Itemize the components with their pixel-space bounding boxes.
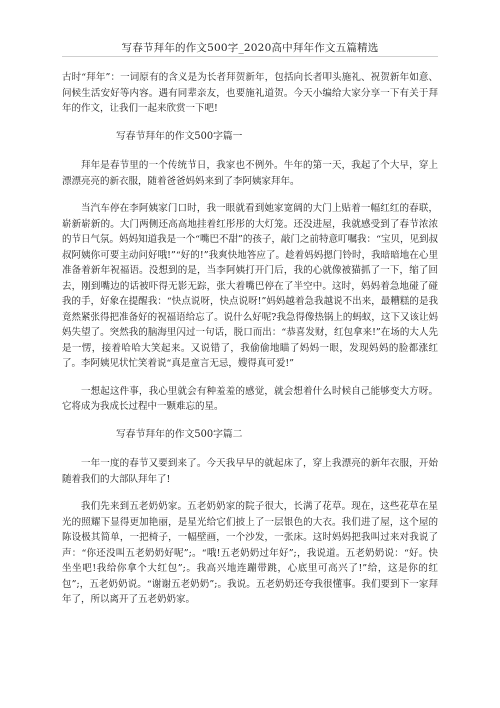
section-paragraph: 一年一度的春节又要到来了。今天我早早的就起床了，穿上我漂亮的新年衣服，开始随着我们的大部队拜年了! bbox=[62, 458, 438, 485]
article-body bbox=[62, 70, 438, 620]
section-paragraph: 当汽车停在李阿姨家门口时，我一眼就看到她家宽阔的大门上贴着一幅红红的春联，崭新崭新的。大门两侧还高高地挂着红彤彤的大灯笼。还没进屋，我就感受到了春节浓浓的节日气氛。妈妈知道我是一个“嘴巴不甜”的孩子，敲门之前特意叮嘱我：“宝贝，见到叔叔阿姨你可要主动问好哦!”“好的!”我爽快地答应了。趁着妈妈摁门铃时，我暗暗地在心里准备着新年祝福语。没想到的是，当李阿姨打开门后，我的心就像被猫抓了一下，缩了回去，刚到嘴边的话被吓得无影无踪，张大着嘴巴停在了半空中。这时，妈妈着急地碰了碰我的手，好象在提醒我：“快点说呀，快点说呀!”妈妈越着急我越说不出来，最糟糕的是我竟然紧张得把准备好的祝福语给忘了。说什么好呢?我急得像热锅上的蚂蚁，这下又该让妈妈失望了。突然我的脑海里闪过一句话，脱口而出：“恭喜发财，红包拿来!”在场的大人先是一愣，接着哈哈大笑起来。又说错了，我偷偷地瞄了妈妈一眼，发现妈妈的脸都涨红了。李阿姨见状忙笑着说“真是童言无忌，嫂得真可爱!” bbox=[62, 203, 438, 369]
intro-paragraph: 古时“拜年”：一词原有的含义是为长者拜贺新年，包括向长者叩头施礼、祝贺新年如意、问候生活安好等内容。遇有同辈亲友，也要施礼道贺。今天小编给大家分享一下有关于拜年的作文，让我们一起来欣赏一下吧! bbox=[62, 72, 438, 114]
page-title: 写春节拜年的作文500字_2020高中拜年作文五篇精选 bbox=[121, 42, 379, 54]
title-divider bbox=[62, 56, 438, 57]
section-paragraph: 我们先来到五老奶奶家。五老奶奶家的院子很大，长满了花草。现在，这些花草在星光的照耀下显得更加艳丽，是星光给它们披上了一层银色的大衣。我们进了屋，这个屋的陈设极其简单，一把椅子，一幅壁画，一个沙发，一张床。这时妈妈把我叫过来对我说了声：“你还没叫五老奶奶好呢”;。“哦!五老奶奶过年好”;，我说道。五老奶奶说：“好。快坐坐吧!我给你拿个大红包”;。我高兴地连蹦带跳，心底里可高兴了!”给，这是你的红包”;，五老奶奶说。“谢谢五老奶奶”;。我说。五老奶奶还夸我很懂事。我们要到下一家拜年了，所以离开了五老奶奶家。 bbox=[62, 501, 438, 605]
section-heading: 写春节拜年的作文500字篇二 bbox=[116, 428, 243, 440]
section-paragraph: 拜年是春节里的一个传统节日，我家也不例外。牛年的第一天，我起了个大早，穿上漂漂亮亮的新衣服，随着爸爸妈妈来到了李阿姨家拜年。 bbox=[62, 160, 438, 187]
section-paragraph: 一想起这件事，我心里就会有种羞羞的感觉，就会想着什么时候自己能够变大方呀。它将成为我成长过程中一颗难忘的星。 bbox=[62, 385, 438, 412]
section-heading: 写春节拜年的作文500字篇一 bbox=[116, 130, 243, 142]
